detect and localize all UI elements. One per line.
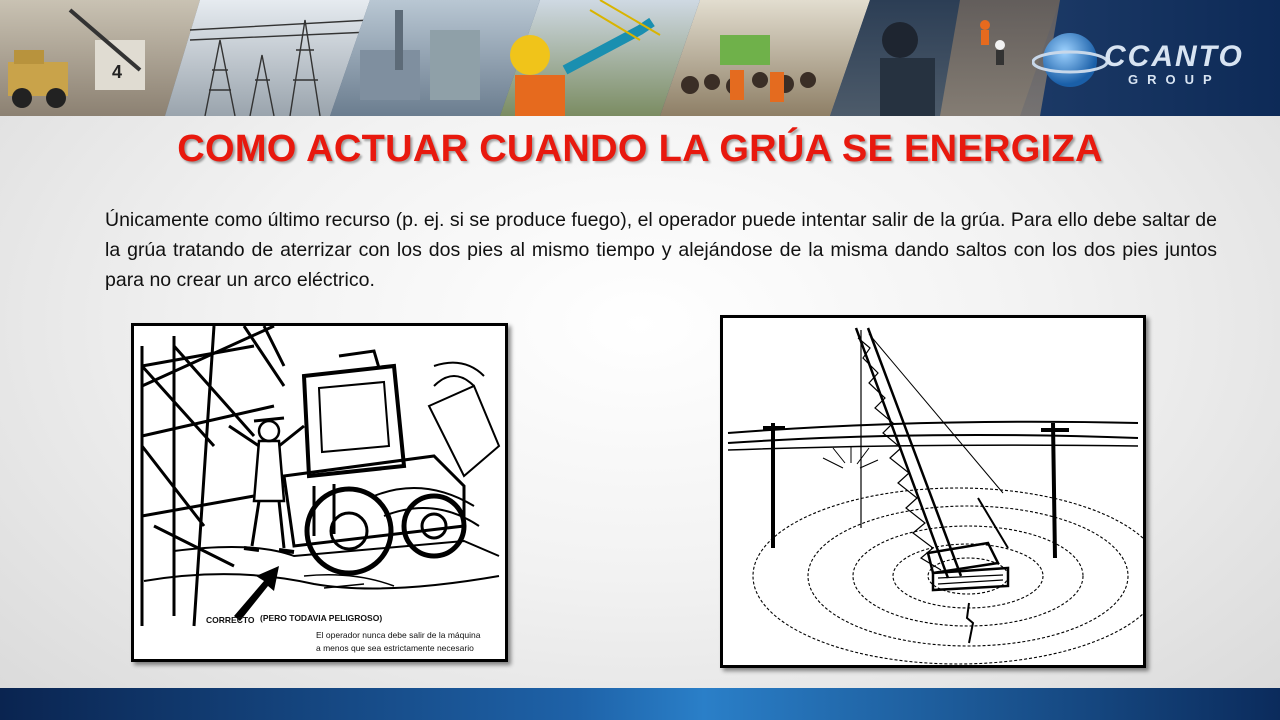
logo-sub: GROUP: [1128, 72, 1221, 87]
crane-powerline-illustration: [723, 318, 1143, 665]
mining-truck-photo: [0, 0, 200, 116]
company-logo: [1032, 20, 1262, 100]
body-paragraph: Únicamente como último recurso (p. ej. si se produce fuego), el operador puede intentar salir de la grúa. Para ello debe saltar de la grúa tratando de aterrizar con los dos pies al mismo tiempo y alejándose de la misma dando saltos con los dos pies juntos para no crear un arco eléctrico.: [105, 209, 1217, 291]
footer-bar: [0, 688, 1280, 720]
spark-lines: [823, 446, 878, 468]
figure-operator-exit: [131, 323, 508, 662]
operator-exit-illustration: [134, 326, 505, 659]
caption-correct: CORRECTO: [206, 615, 255, 625]
figure-crane-energized: [720, 315, 1146, 668]
caption-note: (PERO TODAVIA PELIGROSO): [260, 613, 383, 623]
header-banner: [0, 0, 1280, 116]
climber-rope-photo: [830, 0, 1060, 116]
page-title: COMO ACTUAR CUANDO LA GRÚA SE ENERGIZA: [177, 128, 1103, 170]
svg-text:4: 4: [112, 62, 123, 82]
caption-line-2: a menos que sea estrictamente necesario: [316, 643, 474, 653]
logo-name: CCANTO: [1104, 40, 1244, 73]
caption-line-1: El operador nunca debe salir de la máquina: [316, 630, 481, 640]
globe-icon: [1032, 20, 1112, 100]
